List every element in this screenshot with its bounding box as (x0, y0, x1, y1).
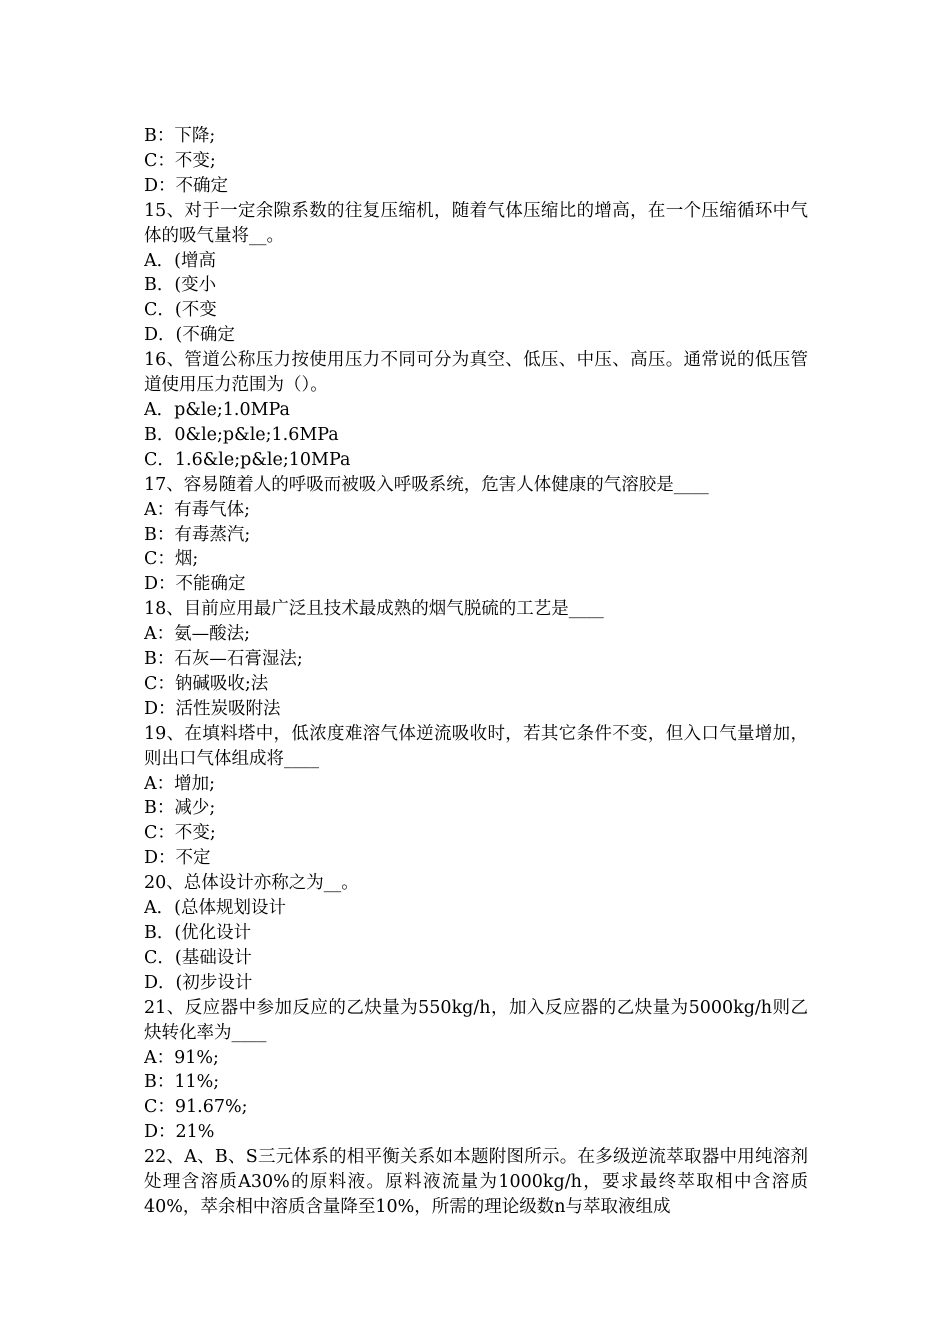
option-b: B：下降; (144, 126, 216, 146)
option-b: B：11%; (144, 1072, 220, 1093)
option-c: C：烟; (144, 549, 199, 570)
question-15: 15、对于一定余隙系数的往复压缩机，随着气体压缩比的增高，在一个压缩循环中气体的吸气量将__。 (144, 200, 808, 246)
option-a: A．(总体规划设计 (144, 898, 286, 919)
question-18: 18、目前应用最广泛且技术最成熟的烟气脱硫的工艺是____ (144, 599, 604, 620)
option-d: D：不能确定 (144, 574, 246, 595)
question-22: 22、A、B、S三元体系的相平衡关系如本题附图所示。在多级逆流萃取器中用纯溶剂处理含溶质A30%的原料液。原料液流量为1000kg/h，要求最终萃取相中含溶质40%，萃余相中溶质含量降至10%，所需的理论级数n与萃取液组成 (144, 1147, 808, 1217)
option-b: B．(优化设计 (144, 923, 252, 943)
option-b: B．(变小 (144, 275, 217, 296)
option-c: C．(基础设计 (144, 947, 252, 968)
option-d: D：不确定 (144, 175, 229, 196)
question-19: 19、在填料塔中，低浓度难溶气体逆流吸收时，若其它条件不变，但入口气量增加，则出口气体组成将____ (144, 723, 808, 769)
option-c: C：91.67%; (144, 1097, 248, 1118)
option-d: D：活性炭吸附法 (144, 698, 281, 719)
option-d: D：21% (144, 1122, 215, 1143)
option-c: C：不变; (144, 150, 216, 171)
option-b: B：减少; (144, 798, 216, 819)
option-d: D：不定 (144, 848, 211, 869)
document-body (144, 124, 808, 1220)
option-a: A：增加; (144, 773, 216, 794)
option-d: D．(初步设计 (144, 972, 253, 993)
option-a: A：有毒气体; (144, 499, 251, 520)
option-b: B：石灰—石膏湿法; (144, 649, 303, 670)
question-21: 21、反应器中参加反应的乙炔量为550kg/h，加入反应器的乙炔量为5000kg/h则乙炔转化率为____ (144, 997, 808, 1043)
option-c: C．(不变 (144, 300, 217, 321)
option-b: B．0&le;p&le;1.6MPa (144, 424, 339, 445)
option-d: D．(不确定 (144, 325, 235, 346)
option-a: A：91%; (144, 1047, 219, 1068)
option-a: A．p&le;1.0MPa (144, 399, 290, 420)
option-a: A．(增高 (144, 250, 216, 271)
option-b: B：有毒蒸汽; (144, 524, 251, 545)
option-c: C：不变; (144, 823, 216, 844)
option-c: C．1.6&le;p&le;10MPa (144, 449, 351, 470)
option-a: A：氨—酸法; (144, 624, 251, 645)
option-c: C：钠碱吸收;法 (144, 673, 269, 694)
question-17: 17、容易随着人的呼吸而被吸入呼吸系统，危害人体健康的气溶胶是____ (144, 474, 709, 495)
question-16: 16、管道公称压力按使用压力不同可分为真空、低压、中压、高压。通常说的低压管道使用压力范围为（）。 (144, 350, 808, 396)
question-20: 20、总体设计亦称之为__。 (144, 873, 359, 894)
